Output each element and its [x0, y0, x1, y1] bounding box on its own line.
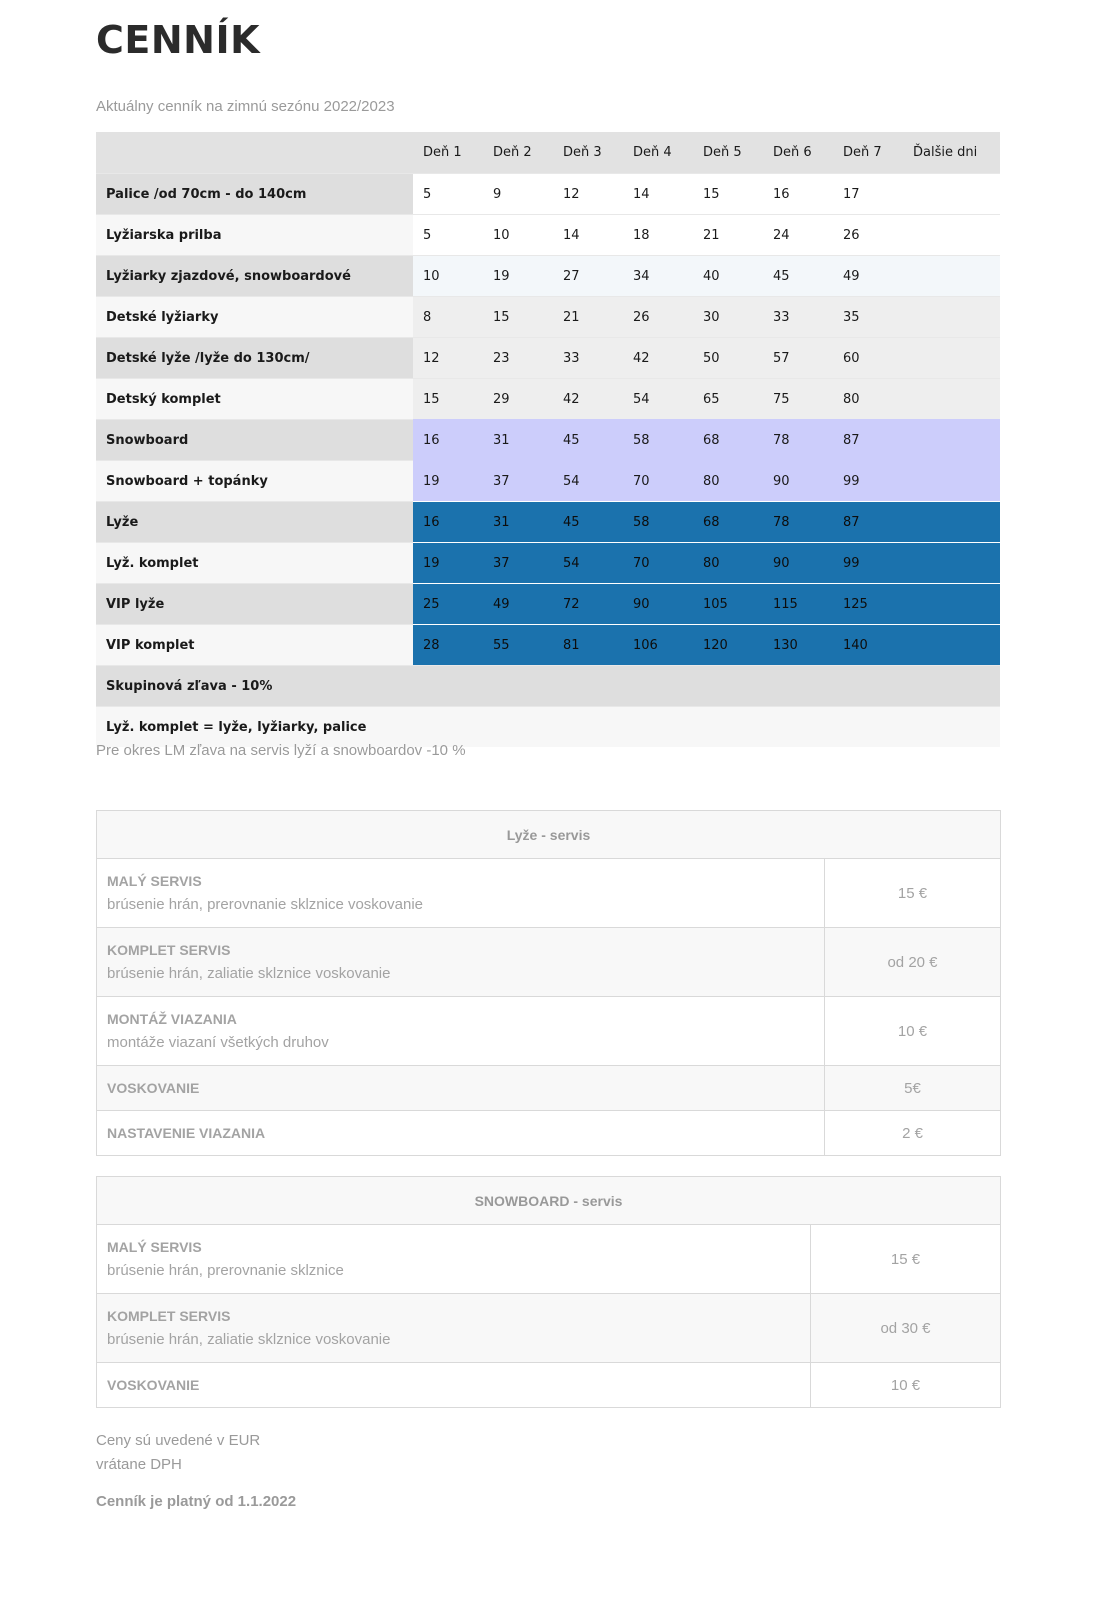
price-cell: 90 — [623, 584, 693, 625]
price-cell: 33 — [553, 338, 623, 379]
price-cell: 70 — [623, 461, 693, 502]
price-cell — [903, 420, 1000, 461]
service-description — [97, 997, 825, 1066]
price-row — [96, 215, 1000, 256]
price-row — [96, 297, 1000, 338]
price-row — [96, 256, 1000, 297]
price-cell — [903, 584, 1000, 625]
header-cell: Deň 5 — [693, 132, 763, 174]
price-cell: 80 — [833, 379, 903, 420]
service-row — [97, 1066, 1001, 1111]
price-cell: 75 — [763, 379, 833, 420]
price-cell: 70 — [623, 543, 693, 584]
service-row — [97, 928, 1001, 997]
price-cell: 140 — [833, 625, 903, 666]
item-label: Detský komplet — [96, 379, 413, 420]
price-cell: 80 — [693, 543, 763, 584]
price-cell: 16 — [763, 174, 833, 215]
service-description — [97, 1225, 811, 1294]
price-cell: 19 — [413, 461, 483, 502]
group-discount-note-row — [96, 666, 1000, 707]
header-cell: Deň 7 — [833, 132, 903, 174]
price-cell: 115 — [763, 584, 833, 625]
price-cell — [903, 625, 1000, 666]
service-name: KOMPLET SERVIS — [107, 942, 231, 958]
price-cell: 55 — [483, 625, 553, 666]
price-row — [96, 174, 1000, 215]
price-cell: 15 — [483, 297, 553, 338]
item-label: Lyže — [96, 502, 413, 543]
header-cell: Deň 1 — [413, 132, 483, 174]
price-row — [96, 420, 1000, 461]
currency-note: Ceny sú uvedené v EUR — [96, 1432, 261, 1449]
price-cell: 45 — [763, 256, 833, 297]
price-cell: 28 — [413, 625, 483, 666]
price-cell: 9 — [483, 174, 553, 215]
price-cell: 31 — [483, 420, 553, 461]
service-name: KOMPLET SERVIS — [107, 1308, 231, 1324]
price-cell: 125 — [833, 584, 903, 625]
price-cell: 12 — [553, 174, 623, 215]
price-cell: 87 — [833, 420, 903, 461]
price-cell: 5 — [413, 215, 483, 256]
price-cell: 42 — [623, 338, 693, 379]
price-cell: 40 — [693, 256, 763, 297]
rental-price-table — [96, 132, 1000, 747]
price-cell: 54 — [623, 379, 693, 420]
price-cell — [903, 174, 1000, 215]
price-cell: 45 — [553, 502, 623, 543]
header-cell: Ďalšie dni — [903, 132, 1000, 174]
district-discount-note: Pre okres LM zľava na servis lyží a snowboardov -10 % — [96, 742, 466, 759]
price-cell: 99 — [833, 543, 903, 584]
price-cell: 80 — [693, 461, 763, 502]
price-cell: 15 — [413, 379, 483, 420]
price-cell: 90 — [763, 543, 833, 584]
price-cell: 49 — [483, 584, 553, 625]
price-cell: 21 — [693, 215, 763, 256]
price-cell: 49 — [833, 256, 903, 297]
service-detail: montáže viazaní všetkých druhov — [107, 1034, 329, 1051]
ski-set-definition-row — [96, 707, 1000, 748]
ski-set-definition: Lyž. komplet = lyže, lyžiarky, palice — [96, 707, 1000, 748]
service-detail: brúsenie hrán, zaliatie sklznice voskovanie — [107, 965, 391, 982]
service-row — [97, 997, 1001, 1066]
item-label: VIP komplet — [96, 625, 413, 666]
price-cell: 26 — [623, 297, 693, 338]
service-row — [97, 1225, 1001, 1294]
service-name: MALÝ SERVIS — [107, 1239, 202, 1255]
price-cell: 15 — [693, 174, 763, 215]
service-name: VOSKOVANIE — [107, 1080, 200, 1096]
price-cell: 23 — [483, 338, 553, 379]
snowboard-service-table — [96, 1176, 1001, 1408]
price-cell: 37 — [483, 461, 553, 502]
service-description — [97, 1066, 825, 1111]
price-cell: 58 — [623, 420, 693, 461]
price-cell — [903, 543, 1000, 584]
price-cell: 5 — [413, 174, 483, 215]
price-cell — [903, 215, 1000, 256]
price-cell: 106 — [623, 625, 693, 666]
service-price: 2 € — [825, 1111, 1001, 1156]
price-cell: 72 — [553, 584, 623, 625]
price-cell: 81 — [553, 625, 623, 666]
price-row — [96, 461, 1000, 502]
price-cell: 57 — [763, 338, 833, 379]
price-cell: 68 — [693, 502, 763, 543]
service-row — [97, 1363, 1001, 1408]
service-price: 10 € — [811, 1363, 1001, 1408]
item-label: Detské lyžiarky — [96, 297, 413, 338]
price-row — [96, 502, 1000, 543]
price-cell: 78 — [763, 420, 833, 461]
service-description — [97, 1111, 825, 1156]
price-cell: 87 — [833, 502, 903, 543]
service-price: 5€ — [825, 1066, 1001, 1111]
price-cell: 33 — [763, 297, 833, 338]
service-row — [97, 1294, 1001, 1363]
service-description — [97, 1294, 811, 1363]
price-cell — [903, 379, 1000, 420]
season-subtitle: Aktuálny cenník na zimnú sezónu 2022/2023 — [96, 98, 395, 115]
price-cell — [903, 338, 1000, 379]
vat-note: vrátane DPH — [96, 1456, 182, 1473]
price-cell: 26 — [833, 215, 903, 256]
price-cell: 14 — [623, 174, 693, 215]
price-cell: 90 — [763, 461, 833, 502]
page-title: CENNÍK — [96, 18, 261, 62]
price-cell: 18 — [623, 215, 693, 256]
price-cell: 78 — [763, 502, 833, 543]
item-label: Detské lyže /lyže do 130cm/ — [96, 338, 413, 379]
price-cell: 31 — [483, 502, 553, 543]
service-name: MALÝ SERVIS — [107, 873, 202, 889]
price-cell: 35 — [833, 297, 903, 338]
service-price: od 20 € — [825, 928, 1001, 997]
header-cell: Deň 2 — [483, 132, 553, 174]
price-cell: 37 — [483, 543, 553, 584]
ski-service-title: Lyže - servis — [97, 811, 1001, 859]
price-cell — [903, 256, 1000, 297]
service-price: 15 € — [811, 1225, 1001, 1294]
service-price: 10 € — [825, 997, 1001, 1066]
price-cell: 17 — [833, 174, 903, 215]
item-label: Snowboard — [96, 420, 413, 461]
service-detail: brúsenie hrán, prerovnanie sklznice voskovanie — [107, 896, 424, 913]
price-cell: 24 — [763, 215, 833, 256]
price-cell: 30 — [693, 297, 763, 338]
price-cell: 12 — [413, 338, 483, 379]
price-row — [96, 625, 1000, 666]
item-label: Palice /od 70cm - do 140cm — [96, 174, 413, 215]
ski-service-table — [96, 810, 1001, 1156]
price-table-header — [96, 132, 1000, 174]
price-cell: 27 — [553, 256, 623, 297]
price-cell: 50 — [693, 338, 763, 379]
service-detail: brúsenie hrán, prerovnanie sklznice — [107, 1262, 344, 1279]
service-name: NASTAVENIE VIAZANIA — [107, 1125, 266, 1141]
price-cell: 105 — [693, 584, 763, 625]
service-description — [97, 928, 825, 997]
price-cell — [903, 461, 1000, 502]
price-cell: 29 — [483, 379, 553, 420]
item-label: Lyžiarky zjazdové, snowboardové — [96, 256, 413, 297]
price-cell — [903, 297, 1000, 338]
price-cell — [903, 502, 1000, 543]
price-cell: 54 — [553, 461, 623, 502]
price-cell: 65 — [693, 379, 763, 420]
price-cell: 130 — [763, 625, 833, 666]
price-cell: 16 — [413, 420, 483, 461]
price-cell: 45 — [553, 420, 623, 461]
price-cell: 34 — [623, 256, 693, 297]
item-label: Snowboard + topánky — [96, 461, 413, 502]
service-row — [97, 859, 1001, 928]
price-cell: 60 — [833, 338, 903, 379]
header-cell — [96, 132, 413, 174]
price-cell: 16 — [413, 502, 483, 543]
price-cell: 25 — [413, 584, 483, 625]
service-name: VOSKOVANIE — [107, 1377, 200, 1393]
item-label: Lyžiarska prilba — [96, 215, 413, 256]
price-cell: 19 — [413, 543, 483, 584]
price-cell: 19 — [483, 256, 553, 297]
price-cell: 10 — [483, 215, 553, 256]
price-cell: 14 — [553, 215, 623, 256]
price-cell: 58 — [623, 502, 693, 543]
group-discount-note: Skupinová zľava - 10% — [96, 666, 1000, 707]
item-label: VIP lyže — [96, 584, 413, 625]
price-row — [96, 338, 1000, 379]
header-cell: Deň 3 — [553, 132, 623, 174]
header-cell: Deň 6 — [763, 132, 833, 174]
service-description — [97, 859, 825, 928]
service-row — [97, 1111, 1001, 1156]
service-price: 15 € — [825, 859, 1001, 928]
price-cell: 68 — [693, 420, 763, 461]
price-cell: 54 — [553, 543, 623, 584]
service-description — [97, 1363, 811, 1408]
snowboard-service-title: SNOWBOARD - servis — [97, 1177, 1001, 1225]
header-cell: Deň 4 — [623, 132, 693, 174]
price-cell: 99 — [833, 461, 903, 502]
price-cell: 120 — [693, 625, 763, 666]
service-name: MONTÁŽ VIAZANIA — [107, 1011, 237, 1027]
price-cell: 42 — [553, 379, 623, 420]
price-cell: 10 — [413, 256, 483, 297]
validity-note: Cenník je platný od 1.1.2022 — [96, 1493, 297, 1510]
price-cell: 21 — [553, 297, 623, 338]
price-row — [96, 543, 1000, 584]
item-label: Lyž. komplet — [96, 543, 413, 584]
price-cell: 8 — [413, 297, 483, 338]
price-row — [96, 584, 1000, 625]
service-detail: brúsenie hrán, zaliatie sklznice voskovanie — [107, 1331, 391, 1348]
price-row — [96, 379, 1000, 420]
service-price: od 30 € — [811, 1294, 1001, 1363]
